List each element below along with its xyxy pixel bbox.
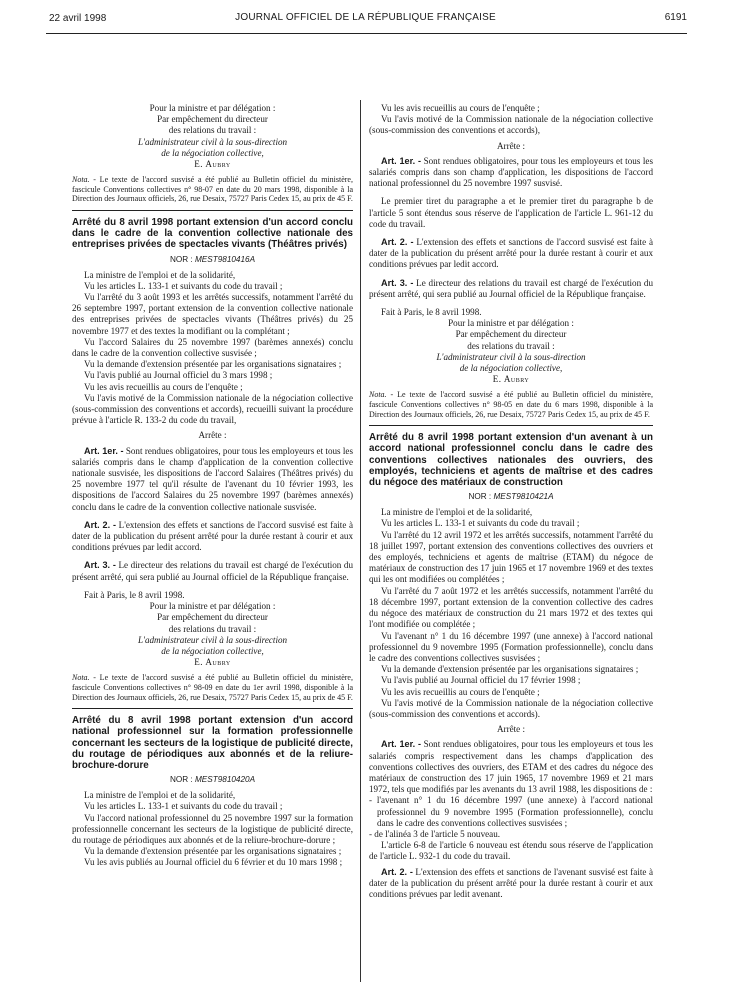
- sig-line: de la négociation collective,: [161, 645, 264, 656]
- body-para: La ministre de l'emploi et de la solidarité,: [84, 790, 236, 801]
- article-3: Art. 3. - Le directeur des relations du travail est chargé de l'exécution du présent arrêté, qui sera publié au Journal officiel de la République française.: [369, 277, 654, 299]
- fait-a-paris: Fait à Paris, le 8 avril 1998.: [381, 307, 482, 318]
- body-para: Vu les articles L. 133-1 et suivants du code du travail ;: [84, 280, 283, 291]
- sig-line: de la négociation collective,: [459, 363, 563, 374]
- body-para: Vu l'avis publié au Journal officiel du 17 février 1998 ;: [381, 675, 581, 686]
- sig-line: L'administrateur civil à la sous-direction: [137, 136, 288, 147]
- column-divider: [360, 100, 361, 982]
- sig-line: Pour la ministre et par délégation :: [149, 103, 276, 113]
- section-separator: [369, 425, 653, 426]
- article-3: Art. 3. - Le directeur des relations du travail est chargé de l'exécution du présent arrêté, qui sera publié au Journal officiel de la République française.: [72, 560, 353, 582]
- article-1-reserve: Le premier tiret du paragraphe a et le premier tiret du paragraphe b de l'article 5 sont étendus sous réserve de l'application de l'article L. 961-12 du code du travail.: [369, 196, 653, 229]
- nota-text: Le texte de l'accord susvisé a été publié au Bulletin officiel du ministère, fascicule Conventions collectives n° 98-07 en date du 20 mars 1998, disponible à la Direction des Journaux officiels, 26, rue Desaix, 75727 Paris Cedex 15, au prix de 45 F.: [72, 175, 353, 204]
- article-1: Art. 1er. - Sont rendues obligatoires, pour tous les employeurs et tous les salariés compris dans son champ d'application, les dispositions de l'accord national professionnel du 25 novembre 1997 susvisé.: [369, 155, 653, 189]
- body-para: Vu les avis publiés au Journal officiel du 6 février et du 10 mars 1998 ;: [84, 857, 343, 868]
- body-para: Vu l'avis motivé de la Commission nationale de la négociation collective (sous-commission des conventions et accords).: [369, 697, 653, 719]
- article-1: Art. 1er. - Sont rendues obligatoires, pour tous les employeurs et tous les salariés compris respectivement dans les champs d'application des conventions collectives des ouvriers, des ETAM et des cadres du négoce des matériaux de construction des 17 juin 1965, 17 novembre 1969 et 21 mars 1972, tels que modifiés par les avenants du 13 avril 1988, les dispositions de :: [369, 739, 653, 795]
- sig-line: des relations du travail :: [168, 125, 257, 136]
- article-1: Art. 1er. - Sont rendues obligatoires, pour tous les employeurs et tous les salariés compris dans le champ d'application de la convention collective nationale susvisée, les dispositions de l'accord Salaires (Théâtres privés) du 25 novembre 1977 tel qu'il résulte de l'avenant du 10 février 1993, les dispositions de l'accord Salaires du 25 novembre 1997 (barèmes annexés) conclu dans le cadre de la convention collective nationale susvisée.: [72, 445, 353, 512]
- sig-name: E. Aubry: [492, 374, 530, 385]
- article-1-reserve: L'article 6-8 de l'article 6 nouveau est étendu sous réserve de l'application de l'article L. 932-1 du code du travail.: [369, 840, 653, 862]
- nor-ref-2: NOR : MEST9810420A: [169, 775, 256, 785]
- sig-line: Par empêchement du directeur: [157, 612, 268, 623]
- body-para: Vu les avis recueillis au cours de l'enquête ;: [84, 381, 243, 392]
- body-para: Vu l'accord Salaires du 25 novembre 1997 (barèmes annexés) conclu dans le cadre de la convention collective susvisée ;: [72, 336, 353, 359]
- sig-line: des relations du travail :: [467, 340, 555, 351]
- right-column: [369, 103, 653, 900]
- article-2: Art. 2. - L'extension des effets et sanctions de l'accord susvisé est faite à dater de la publication du présent arrêté pour la durée restant à courir et aux conditions prévues par ledit accord.: [72, 519, 354, 553]
- article-2: Art. 2. - L'extension des effets et sanctions de l'avenant susvisé est faite à dater de la publication du présent arrêté pour la durée restant à courir et aux conditions prévues par ledit avenant.: [369, 866, 654, 899]
- sig-line: L'administrateur civil à la sous-direction: [436, 351, 586, 362]
- nor-ref-1: NOR : MEST9810416A: [169, 254, 256, 264]
- header-journal-title: JOURNAL OFFICIEL DE LA RÉPUBLIQUE FRANÇAISE: [235, 12, 496, 23]
- sig-line: Pour la ministre et par délégation :: [448, 318, 574, 329]
- body-para: Vu l'avenant n° 1 du 16 décembre 1997 (une annexe) à l'accord national professionnel du 9 novembre 1995 (Formation professionnelle), conclu dans le cadre des conventions collectives susvisées ;: [369, 630, 653, 663]
- body-para: Vu les avis recueillis au cours de l'enquête ;: [381, 103, 540, 113]
- arrete-heading: Arrête :: [496, 140, 526, 151]
- body-para: Vu l'arrêté du 12 avril 1972 et les arrêtés successifs, notamment l'arrêté du 18 juillet 1997, portant extension des conventions collectives des ouvriers et des employés, techniciens et agents de maîtrise (ETAM) du négoce de matériaux de construction des 17 juin 1965 et 17 novembre 1969 et des textes qui les ont modifiées ou complétées ;: [369, 529, 653, 585]
- article-2: Art. 2. - L'extension des effets et sanctions de l'accord susvisé est faite à dater de la publication du présent arrêté pour la durée restant à courir et aux conditions prévues par ledit accord.: [369, 237, 653, 270]
- sig-line: Pour la ministre et par délégation :: [149, 601, 276, 612]
- arrete-heading: Arrête :: [496, 724, 526, 735]
- nor-ref-3: NOR : MEST9810421A: [468, 492, 554, 502]
- dash-item: - de l'alinéa 3 de l'article 5 nouveau.: [369, 828, 501, 839]
- sig-name: E. Aubry: [194, 657, 231, 668]
- sig-name: E. Aubry: [194, 159, 231, 170]
- nota-2: Nota. - Le texte de l'accord susvisé a été publié au Bulletin officiel du ministère, fascicule Conventions collectives n° 98-09 en date du 1er avril 1998, disponible à la Direction des Journaux officiels, 26, rue Desaix, 75727 Paris Cedex 15, au prix de 45 F.: [72, 673, 353, 702]
- arrete-heading: Arrête :: [198, 430, 227, 441]
- body-para: Vu l'avis motivé de la Commission nationale de la négociation collective (sous-commission des conventions et accords), recueilli suivant la procédure prévue à l'article R. 133-2 du code du travail,: [72, 392, 353, 426]
- sig-line: des relations du travail :: [168, 623, 257, 634]
- body-para: Vu les avis recueillis au cours de l'enquête ;: [381, 686, 540, 697]
- header-date: 22 avril 1998: [49, 13, 107, 24]
- body-para: Vu les articles L. 133-1 et suivants du code du travail ;: [381, 518, 580, 529]
- nota-1: [72, 175, 353, 204]
- signature-block-1: [72, 103, 353, 170]
- body-para: Vu l'avis motivé de la Commission nationale de la négociation collective (sous-commission des conventions et accords),: [369, 114, 653, 136]
- section-separator: [72, 210, 353, 211]
- header-rule: [46, 33, 687, 34]
- body-para: Vu la demande d'extension présentée par les organisations signataires ;: [84, 359, 342, 370]
- decree-title-2: Arrêté du 8 avril 1998 portant extension d'un accord national professionnel sur la formation professionnelle concernant les secteurs de la logistique de publicité directe, du routage de périodiques aux abonnés et de la reliure-brochure-dorure: [72, 715, 353, 771]
- header-page-number: 6191: [664, 12, 687, 23]
- sig-line: Par empêchement du directeur: [455, 329, 567, 340]
- body-para: Vu l'avis publié au Journal officiel du 3 mars 1998 ;: [84, 370, 273, 381]
- page-header: [0, 0, 731, 40]
- signature-block-2: [72, 601, 353, 668]
- body-para: Vu l'arrêté du 7 août 1972 et les arrêtés successifs, notamment l'arrêté du 18 décembre 1997, portant extension de la convention collective des cadres du négoce des matériaux de construction du 21 mars 1972 et des textes qui l'ont modifiée ou complétée ;: [369, 585, 653, 630]
- sig-line: de la négociation collective,: [161, 147, 264, 158]
- body-para: Vu les articles L. 133-1 et suivants du code du travail ;: [84, 801, 283, 812]
- section-separator: [72, 708, 353, 709]
- nota-3: Nota. - Le texte de l'accord susvisé a été publié au Bulletin officiel du ministère, fascicule Conventions collectives n° 98-05 en date du 6 mars 1998, disponible à la Direction des Journaux officiels, 26, rue Desaix, 75727 Paris Cedex 15, au prix de 45 F.: [369, 390, 653, 419]
- decree-title-3: Arrêté du 8 avril 1998 portant extension d'un avenant à un accord national professionnel conclu dans le cadre des conventions collectives nationales des ouvriers, des employés, techniciens et agents de maîtrise et des cadres du négoce des matériaux de construction: [369, 432, 653, 489]
- nota-label: Nota. -: [72, 175, 96, 185]
- sig-line: Par empêchement du directeur: [157, 114, 268, 125]
- body-para: Vu la demande d'extension présentée par les organisations signataires ;: [84, 846, 342, 857]
- body-para: La ministre de l'emploi et de la solidarité,: [84, 269, 236, 280]
- body-para: La ministre de l'emploi et de la solidarité,: [381, 507, 533, 518]
- decree-title-1: Arrêté du 8 avril 1998 portant extension d'un accord conclu dans le cadre de la convention collective nationale des entreprises privées de spectacles vivants (Théâtres privés): [72, 217, 353, 251]
- left-column: [72, 103, 353, 869]
- fait-a-paris: Fait à Paris, le 8 avril 1998.: [84, 589, 185, 600]
- sig-line: L'administrateur civil à la sous-direction: [137, 634, 288, 645]
- body-para: Vu l'accord national professionnel du 25 novembre 1997 sur la formation professionnelle concernant les secteurs de la logistique de publicité directe, du routage de périodiques aux abonnés et de la reliure-brochure-dorure ;: [72, 812, 353, 845]
- body-para: Vu l'arrêté du 3 août 1993 et les arrêtés successifs, notamment l'arrêté du 26 septembre 1997, portant extension de la convention collective nationale des entreprises privées de spectacles vivants (Théâtres privés) du 25 novembre 1977 et des textes la modifiant ou la complétant ;: [72, 292, 353, 336]
- signature-block-3: [369, 318, 653, 385]
- body-para: Vu la demande d'extension présentée par les organisations signataires ;: [381, 664, 639, 675]
- dash-item: - l'avenant n° 1 du 16 décembre 1997 (une annexe) à l'accord national professionnel du 9 novembre 1995 (Formation professionnelle), conclu dans le cadre des conventions collectives susvisées ;: [369, 795, 653, 828]
